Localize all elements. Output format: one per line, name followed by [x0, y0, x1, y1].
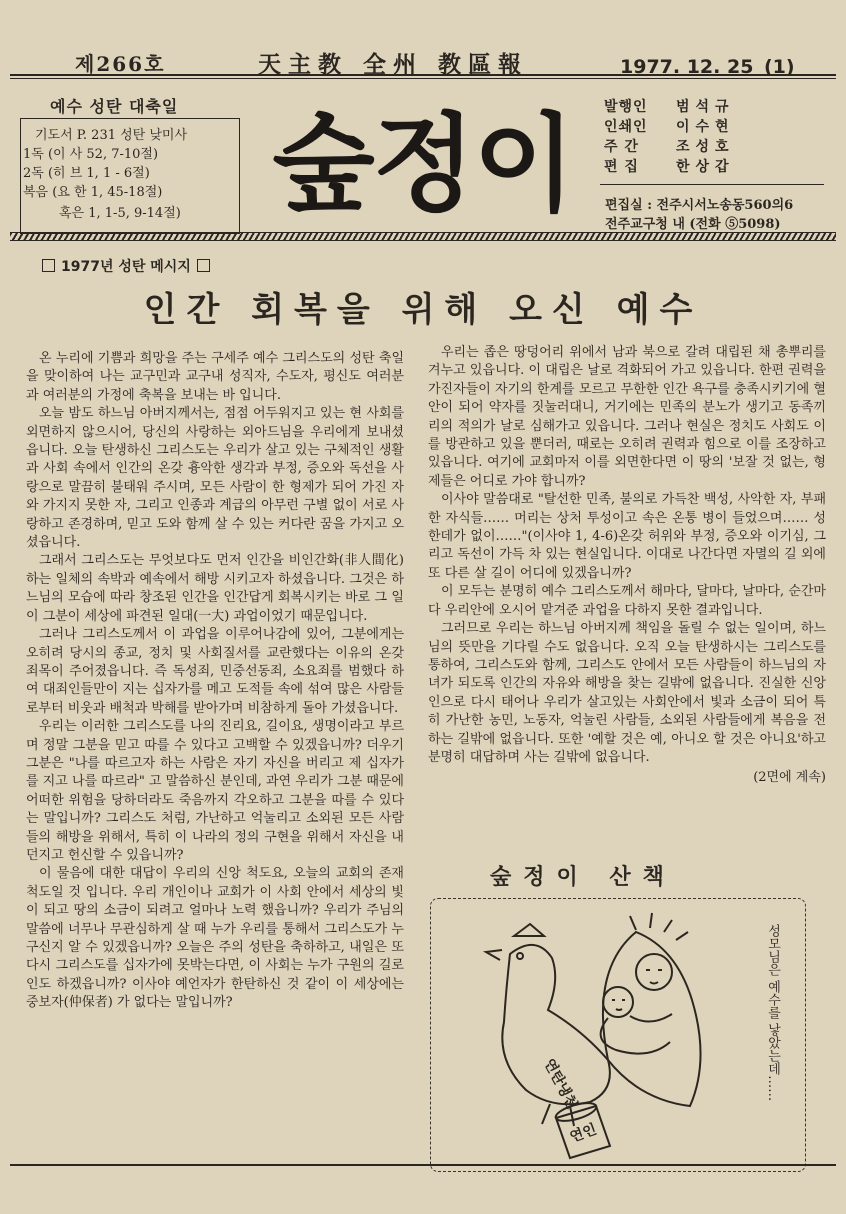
article-headline: 인간 회복을 위해 오신 예수 [143, 290, 703, 330]
staff-role: 발행인 [604, 99, 648, 115]
article-column-left [26, 350, 404, 1013]
feast-title: 예수 성탄 대축일 [50, 97, 179, 116]
staff-name: 조성호 [676, 139, 735, 155]
staff-role: 편 집 [604, 159, 639, 175]
reading-line: 기도서 P. 231 성탄 낮미사 [35, 128, 188, 143]
paragraph: 이사야 말씀대로 "탈선한 민족, 불의로 가득찬 백성, 사악한 자, 부패한 자식들…… 머리는 상처 투성이고 속은 온통 병이 들었으며…… 성한데가 없이……"(이사야 1, 4-6)온갖 허위와 부정, 증오와 이기심, 그리고 독선이 가득 차 있는 현실입니다. 이대로 나간다면 자멸의 길 외에 또 다른 살 길이 어디에 있겠읍니까? [428, 492, 826, 581]
masthead-title: 숲정이 [272, 103, 574, 226]
reading-line: 복음 (요 한 1, 45-18절) [23, 185, 163, 200]
article-column-right [428, 344, 826, 788]
reading-line: 2독 (히 브 1, 1 - 6절) [23, 166, 150, 181]
bird-eye-icon [517, 953, 523, 959]
child-head-icon [603, 987, 633, 1017]
bird-hat-icon [514, 924, 544, 936]
madonna-head-icon [636, 954, 672, 990]
staff-row [604, 116, 735, 136]
cartoon-drawing [440, 910, 750, 1160]
reading-line: 혹은 1, 1-5, 9-14절) [59, 206, 181, 221]
staff-row [604, 156, 735, 176]
staff-name: 이수현 [676, 119, 735, 135]
paragraph: 우리는 이러한 그리스도를 나의 진리요, 길이요, 생명이라고 부르며 정말 그분을 믿고 따를 수 있다고 고백할 수 있겠읍니까? 더우기 그분은 "나를 따르고자 하는 사람은 자기 자신을 버리고 제 십자가를 지고 나를 따르라" 고 말씀하신 분인데, 과연 우리가 그분 때문에 어떠한 위험을 당하더라도 죽음까지 각오하고 그분을 따를 수 있다는 말입니까? 그리스도 처럼, 가난하고 억눌리고 소외된 모든 사람들의 해방을 위해서, 특히 이 나라의 정의 구현을 위해서 자신을 내던지고 헌신할 수 있읍니까? [26, 719, 404, 863]
staff-name: 범석규 [676, 99, 735, 115]
kicker-text: 1977년 성탄 메시지 [61, 259, 191, 275]
staff-divider [600, 184, 824, 185]
can-label: 연인 [567, 1121, 599, 1146]
paragraph: 이 모두는 분명히 예수 그리스도께서 해마다, 달마다, 날마다, 순간마다 우리안에 오시어 맡겨준 과업을 다하지 못한 결과입니다. [428, 584, 826, 618]
madonna-veil-icon [603, 932, 701, 1106]
staff-row [604, 96, 735, 116]
readings-box [20, 118, 240, 234]
square-bullet-icon [42, 259, 55, 272]
office-phone: 전주교구청 내 (전화 ⑤5098) [605, 217, 781, 232]
article-kicker [36, 256, 216, 276]
continued-note: (2면에 계속) [753, 770, 826, 786]
issue-number: 제266호 [75, 52, 166, 76]
staff-name: 한상갑 [676, 159, 735, 175]
paragraph: 그래서 그리스도는 무엇보다도 먼저 인간을 비인간화(非人間化)하는 일체의 속박과 예속에서 해방 시키고자 하셨읍니다. 그것은 하느님의 모습에 따라 창조된 인간을 인간답게 회복시키는 바로 그 일이 그분이 세상에 파견된 일대(一大) 과업이었기 때문입니다. [26, 553, 404, 624]
staff-role: 인쇄인 [604, 119, 648, 135]
hatched-divider [10, 232, 836, 241]
cartoon-lines [486, 913, 701, 1158]
cartoon-caption: 성모님은 예수를 낳았는데…… [765, 924, 780, 1102]
paper-name: 天主教 全州 教區報 [258, 51, 529, 78]
cartoon-title: 숲정이 산책 [490, 864, 676, 890]
paragraph: 그러므로 우리는 하느님 아버지께 책임을 돌릴 수 없는 일이며, 하느님의 뜻만을 기다릴 수도 없읍니다. 오직 오늘 탄생하시는 그리스도를 통하여, 그리스도와 함께, 그리스도 안에서 모든 사람들이 하느님의 자녀가 되도록 인간의 자유와 해방을 찾는 길밖에 없읍니다. 진실한 신앙인으로 다시 태어나 우리가 살고있는 사회안에서 빛과 소금이 되어 특히 가난한 농민, 노동자, 억눌린 사람들, 소외된 사람들에게 복음을 전하는 길밖에 없읍니다. 또한 '예할 것은 예, 아니오 할 것은 아니요'하고 분명히 대답하며 사는 길밖에 없읍니다. [428, 621, 826, 765]
staff-row [604, 136, 735, 156]
footer-rule [10, 1164, 836, 1166]
paragraph: 그러나 그리스도께서 이 과업을 이루어나감에 있어, 그분에게는 오히려 당시의 종교, 정치 및 사회질서를 교란했다는 이유의 온갖 죄목이 주어졌읍니다. 즉 독성죄, 민중선동죄, 소요죄를 범했다 하여 대죄인들만이 지는 십자가를 메고 도적들 속에 섞여 많은 사람들로부터 비웃과 배척과 박해를 받아가며 비참하게 돌아 가셨읍니다. [26, 627, 404, 716]
paragraph: 오늘 밤도 하느님 아버지께서는, 점점 어두워지고 있는 현 사회를 외면하지 않으시어, 당신의 사랑하는 외아드님을 우리에게 보내셨읍니다. 오늘 탄생하신 그리스도는 우리가 살고 있는 구체적인 생활과 사회 속에서 인간의 온갖 흉악한 생각과 부정, 증오와 독선을 사랑으로 말끔히 불태워 주시며, 모든 사람이 한 형제가 되어 가진 자와 가지지 못한 자, 그리고 인종과 계급의 아무런 구별 없이 서로 사랑하고 존경하며, 믿고 도와 함께 살 수 있는 커다란 꿈을 가지고 오셨읍니다. [26, 406, 404, 551]
staff-role: 주 간 [604, 139, 639, 155]
reading-line: 1독 (이 사 52, 7-10절) [23, 147, 159, 162]
paragraph: 온 누리에 기쁨과 희망을 주는 구세주 예수 그리스도의 성탄 축일을 맞이하여 나는 교구민과 교구내 성직자, 수도자, 평신도 여러분과 여러분의 가정에 축복을 보내는 바 입니다. [26, 351, 404, 403]
office-address: 편집실 : 전주시서노송동560의6 [605, 198, 794, 213]
paragraph: 이 물음에 대한 대답이 우리의 신앙 척도요, 오늘의 교회의 존재 척도일 것 입니다. 우리 개인이나 교회가 이 사회 안에서 세상의 빛이 되고 땅의 소금이 되려고 얼마나 노력 했읍니까? 우리가 주님의 말씀에 너무나 무관심하게 살 때 누가 우리를 통해서 그리스도가 누구신지 알 수 있겠읍니까? 오늘은 주의 성탄을 축하하고, 내일은 또다시 그리스도를 십자가에 못박는다면, 이 사회는 누가 구원의 길로 인도 하겠읍니까? 이사야 예언자가 한탄하신 것 같이 이 세상에는 중보자(仲保者) 가 없다는 말입니까? [26, 866, 404, 1011]
issue-date: 1977. 12. 25 [620, 56, 754, 78]
square-bullet-icon [197, 259, 210, 272]
bird-label: 연탄냉천 [540, 1056, 580, 1112]
paragraph: 우리는 좁은 땅덩어리 위에서 남과 북으로 갈려 대립된 채 총뿌리를 겨누고 있읍니다. 이 대립은 날로 격화되어 가고 있읍니다. 한편 권력을 가진자들이 자기의 한계를 모르고 무한한 인간 욕구를 충족시키기에 혈안이 되어 약자를 짓눌러대니, 거기에는 민족의 분노가 생기고 동족끼리의 적의가 날로 심해가고 있읍니다. 그러나 현실은 정치도 사회도 이를 방관하고 있을 뿐더러, 때로는 오히려 권력과 힘으로 이를 조장하고 있읍니다. 여기에 교회마저 이를 외면한다면 이 땅의 '보잘 것 없는, 형제들은 어디로 가야 합니까? [428, 345, 826, 489]
bird-beak-icon [486, 950, 502, 960]
page-number: (1) [764, 56, 795, 78]
